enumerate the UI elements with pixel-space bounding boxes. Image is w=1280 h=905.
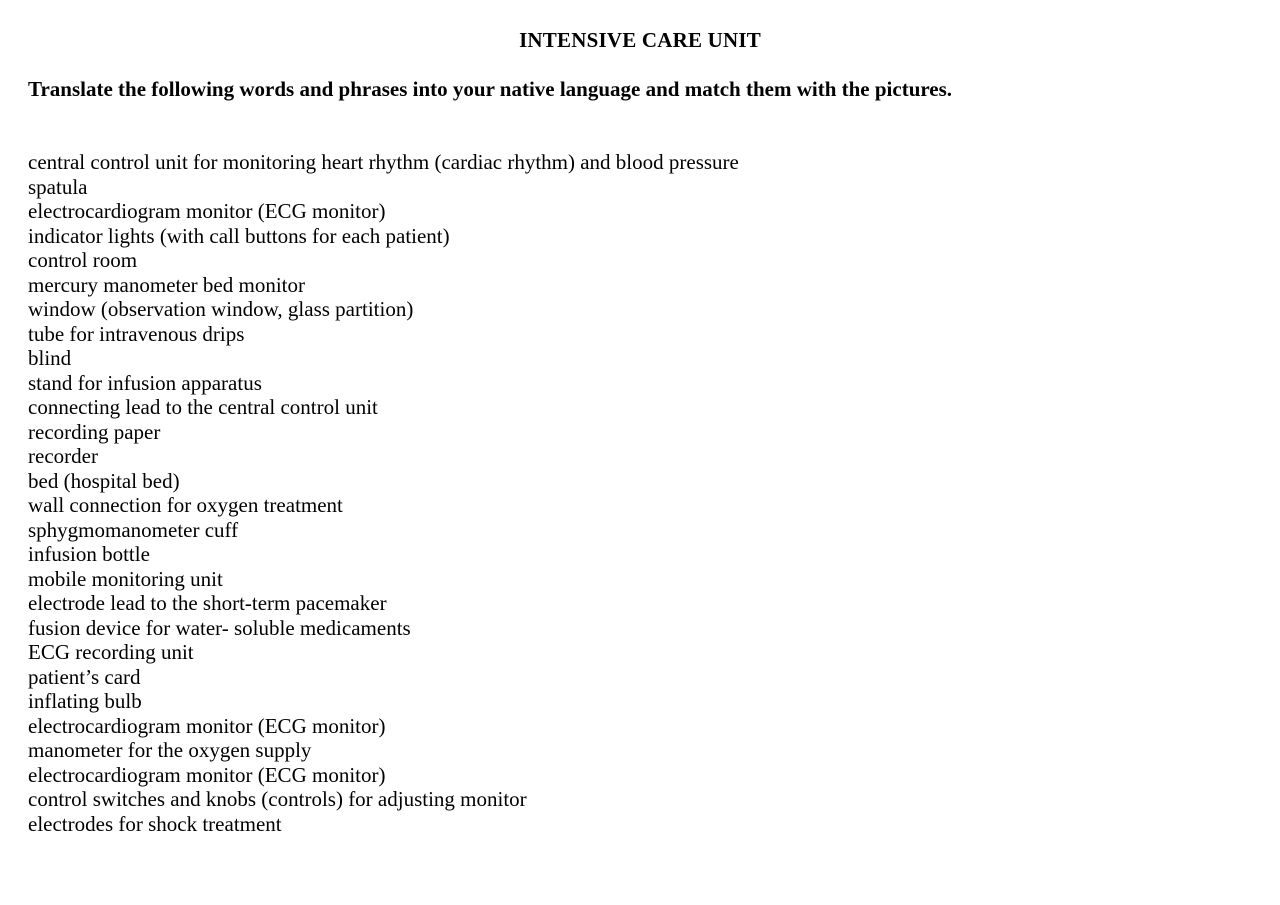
term-item: recorder bbox=[28, 444, 98, 468]
term-item: tube for intravenous drips bbox=[28, 321, 245, 346]
instruction-text: Translate the following words and phrases into your native language and match them with the pictures. bbox=[28, 77, 953, 101]
term-item: mercury manometer bed monitor bbox=[28, 272, 305, 297]
term-item: control switches and knobs (controls) for adjusting monitor bbox=[28, 787, 527, 811]
term-item: fusion device for water- soluble medicaments bbox=[28, 615, 411, 640]
term-item: inflating bulb bbox=[28, 689, 142, 713]
term-item: control room bbox=[28, 248, 138, 272]
term-item: electrodes for shock treatment bbox=[28, 811, 282, 836]
term-item: electrocardiogram monitor (ECG monitor) bbox=[28, 713, 386, 738]
term-item: central control unit for monitoring heart rhythm (cardiac rhythm) and blood pressure bbox=[28, 150, 739, 174]
term-item: indicator lights (with call buttons for each patient) bbox=[28, 223, 450, 248]
term-item: spatula bbox=[28, 174, 88, 199]
term-item: bed (hospital bed) bbox=[28, 468, 180, 493]
term-item: electrocardiogram monitor (ECG monitor) bbox=[28, 199, 386, 223]
term-item: ECG recording unit bbox=[28, 640, 194, 664]
term-item: manometer for the oxygen supply bbox=[28, 738, 312, 762]
term-item: connecting lead to the central control unit bbox=[28, 395, 378, 419]
term-item: wall connection for oxygen treatment bbox=[28, 493, 343, 517]
term-item: window (observation window, glass partition) bbox=[28, 297, 414, 321]
term-item: mobile monitoring unit bbox=[28, 566, 223, 591]
page-title: INTENSIVE CARE UNIT bbox=[519, 28, 761, 52]
term-item: infusion bottle bbox=[28, 542, 150, 566]
term-item: recording paper bbox=[28, 419, 161, 444]
term-list bbox=[28, 150, 739, 836]
term-item: blind bbox=[28, 346, 72, 370]
term-item: electrocardiogram monitor (ECG monitor) bbox=[28, 762, 386, 787]
term-item: sphygmomanometer cuff bbox=[28, 517, 239, 542]
term-item: stand for infusion apparatus bbox=[28, 370, 262, 395]
term-item: patient’s card bbox=[28, 664, 141, 689]
term-item: electrode lead to the short-term pacemaker bbox=[28, 591, 387, 615]
